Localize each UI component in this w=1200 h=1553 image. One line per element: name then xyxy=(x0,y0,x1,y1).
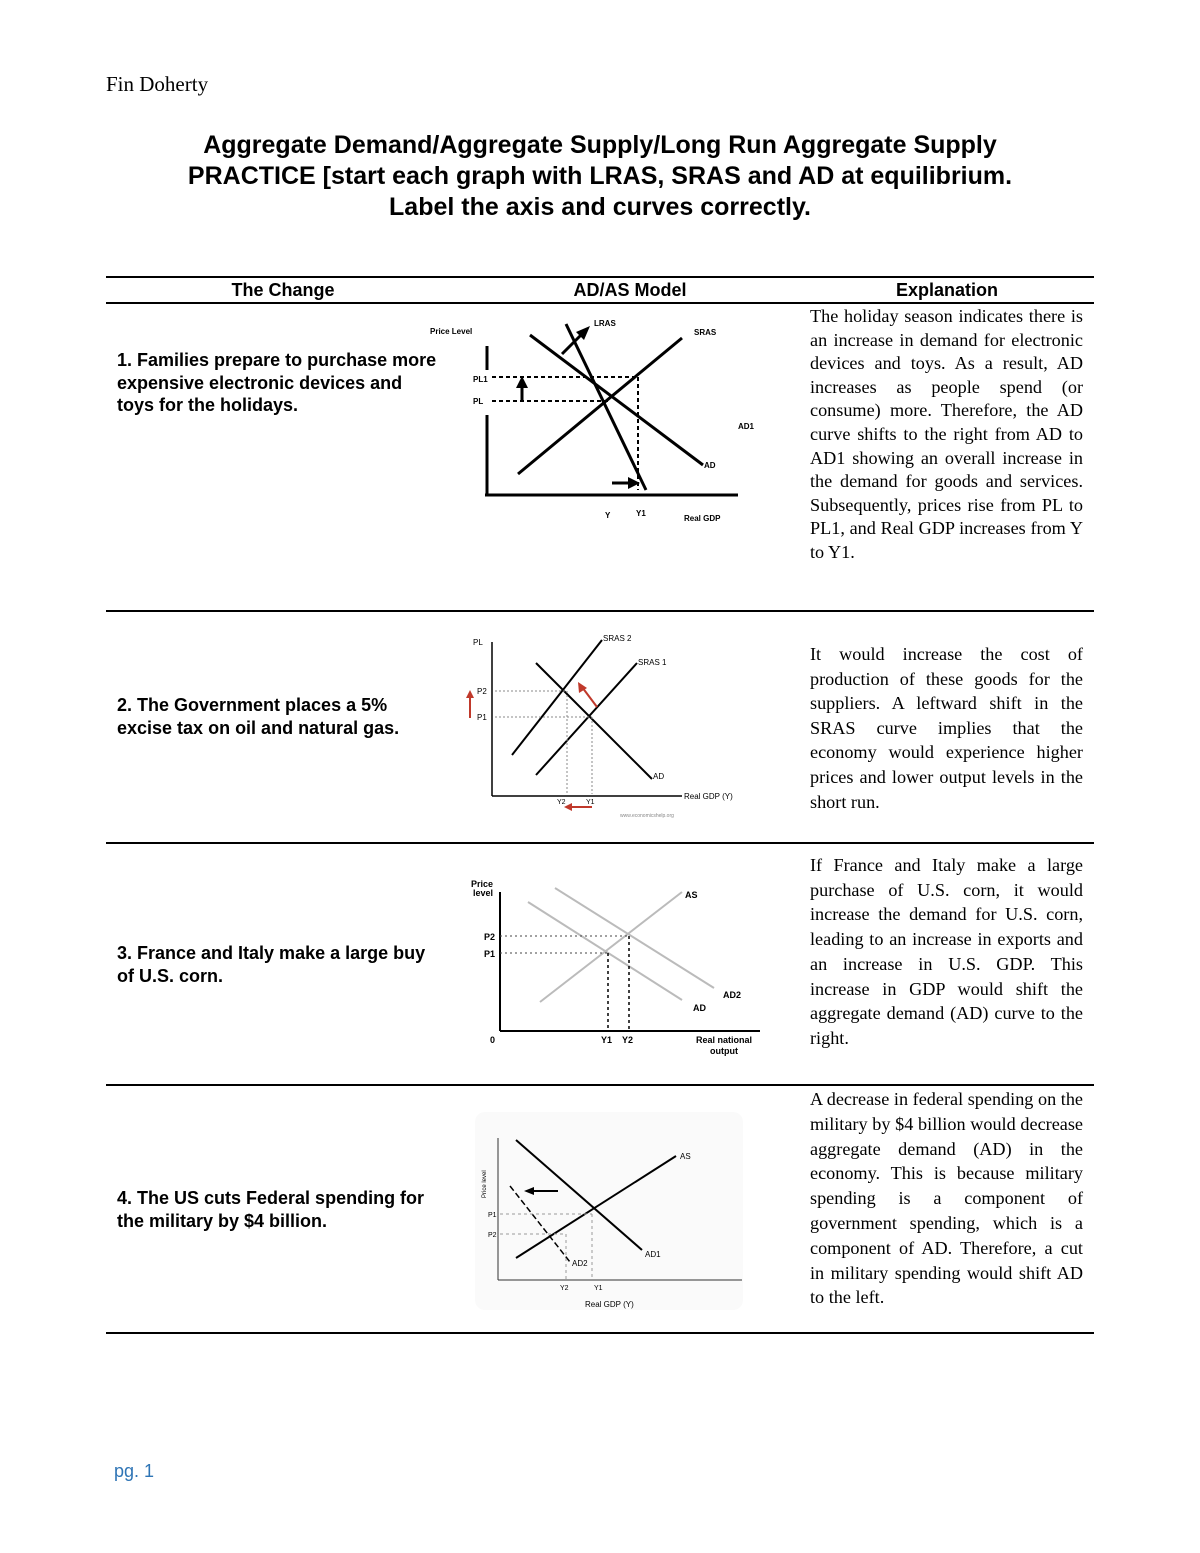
author-name: Fin Doherty xyxy=(106,72,209,96)
price-label-pl1: PL1 xyxy=(473,375,488,384)
page-title xyxy=(106,130,1094,223)
page-number: pg. 1 xyxy=(114,1461,155,1481)
column-header-explanation: Explanation xyxy=(895,280,998,300)
curve-label-sras: SRAS xyxy=(694,328,717,337)
sras1-curve xyxy=(536,663,637,775)
sras2-curve xyxy=(512,640,602,755)
title-line-3: Label the axis and curves correctly. xyxy=(389,193,811,221)
price-label-p1: P1 xyxy=(488,1212,497,1219)
x-axis-label-line1: Real national xyxy=(696,1035,753,1045)
curve-label-sras1: SRAS 1 xyxy=(638,658,667,667)
y-axis-label: PL xyxy=(473,638,483,647)
x-axis-label-line2: output xyxy=(710,1046,738,1056)
source-credit: www.economicshelp.org xyxy=(620,813,674,819)
x-axis-label: Real GDP xyxy=(684,514,721,523)
price-label-p1: P1 xyxy=(477,713,487,722)
title-line-1: Aggregate Demand/Aggregate Supply/Long Run Aggregate Supply xyxy=(203,131,997,159)
adas-graph-3 xyxy=(460,870,780,1065)
output-label-y2: Y2 xyxy=(560,1285,569,1292)
explanation-text-3: If France and Italy make a large purchase of U.S. corn, it would increase the demand for U.S. corn, leading to an increase in exports and an increase in U.S. GDP. This increase in GDP would shift the aggregate demand (AD) curve to the right. xyxy=(810,855,1083,1048)
explanation-text-4: A decrease in federal spending on the military by $4 billion would decrease aggregate demand (AD) in the economy. This is because military spending is a component of government spending, which is a component of AD. Therefore, a cut in military spending would shift AD to the left. xyxy=(810,1089,1083,1308)
price-label-p2: P2 xyxy=(488,1232,497,1239)
curve-label-ad2: AD2 xyxy=(572,1259,588,1268)
explanation-text-2: It would increase the cost of production of these goods for the suppliers. A leftward shift in the SRAS curve implies that the economy would experience higher prices and lower output levels in the short run. xyxy=(810,644,1083,812)
adas-graph-1 xyxy=(420,310,770,530)
change-text-4: 4. The US cuts Federal spending for the military by $4 billion. xyxy=(117,1188,425,1231)
change-text-3: 3. France and Italy make a large buy of U.S. corn. xyxy=(117,943,426,986)
y-axis-label-line1: Price xyxy=(471,879,494,889)
x-axis-label: Real GDP (Y) xyxy=(684,792,733,801)
row-rule-1 xyxy=(106,610,1094,612)
curve-label-as: AS xyxy=(680,1152,691,1161)
x-axis-label: Real GDP (Y) xyxy=(585,1300,634,1309)
ad-curve xyxy=(536,663,652,779)
sras-curve xyxy=(518,338,682,474)
curve-label-ad: AD xyxy=(693,1003,706,1013)
title-line-2: PRACTICE [start each graph with LRAS, SRAS and AD at equilibrium. xyxy=(187,162,1013,190)
header-rule xyxy=(106,302,1094,304)
y-axis-label-line2: level xyxy=(473,888,494,898)
curve-label-ad: AD xyxy=(653,772,665,781)
y-axis-label: Price Level xyxy=(430,327,473,336)
output-label-y1: Y1 xyxy=(601,1035,613,1045)
adas-graph-2 xyxy=(460,628,750,823)
ad-curve xyxy=(528,902,682,1000)
price-label-p1: P1 xyxy=(484,949,496,959)
column-header-model: AD/AS Model xyxy=(573,280,687,300)
curve-label-ad1: AD1 xyxy=(645,1250,661,1259)
output-label-y1: Y1 xyxy=(636,509,646,518)
lras-curve xyxy=(566,324,646,490)
row-rule-3 xyxy=(106,1084,1094,1086)
y-axis-label: Price level xyxy=(482,1170,488,1198)
output-label-y2: Y2 xyxy=(622,1035,634,1045)
adas-graph-4 xyxy=(470,1110,750,1315)
origin-label: 0 xyxy=(490,1035,496,1045)
output-label-y1: Y1 xyxy=(586,799,595,806)
output-label-y1: Y1 xyxy=(594,1285,603,1292)
explanation-text-1: The holiday season indicates there is an increase in demand for electronic devices and toys. As a result, AD increases as people spend (or consume) more. Therefore, the AD curve shifts to the right from AD to AD1 showing an overall increase in the demand for goods and services. Subsequently, prices rise from PL to PL1, and Real GDP increases from Y to Y1. xyxy=(810,306,1083,562)
curve-label-ad2: AD2 xyxy=(723,990,742,1000)
price-label-p2: P2 xyxy=(477,687,487,696)
price-label-p2: P2 xyxy=(484,932,496,942)
curve-label-ad: AD xyxy=(704,461,716,470)
output-label-y: Y xyxy=(605,511,611,520)
curve-label-lras: LRAS xyxy=(594,319,616,328)
table-top-rule xyxy=(106,276,1094,278)
curve-label-as: AS xyxy=(685,890,698,900)
table-bottom-rule xyxy=(106,1332,1094,1334)
output-label-y2: Y2 xyxy=(557,799,566,806)
change-text-2: 2. The Government places a 5% excise tax on oil and natural gas. xyxy=(117,695,400,738)
column-header-change: The Change xyxy=(231,280,335,300)
curve-label-ad1: AD1 xyxy=(738,422,755,431)
row-rule-2 xyxy=(106,842,1094,844)
curve-label-sras2: SRAS 2 xyxy=(603,634,632,643)
change-text-1: 1. Families prepare to purchase more expensive electronic devices and toys for the holidays. xyxy=(117,350,437,415)
price-label-pl: PL xyxy=(473,397,484,406)
